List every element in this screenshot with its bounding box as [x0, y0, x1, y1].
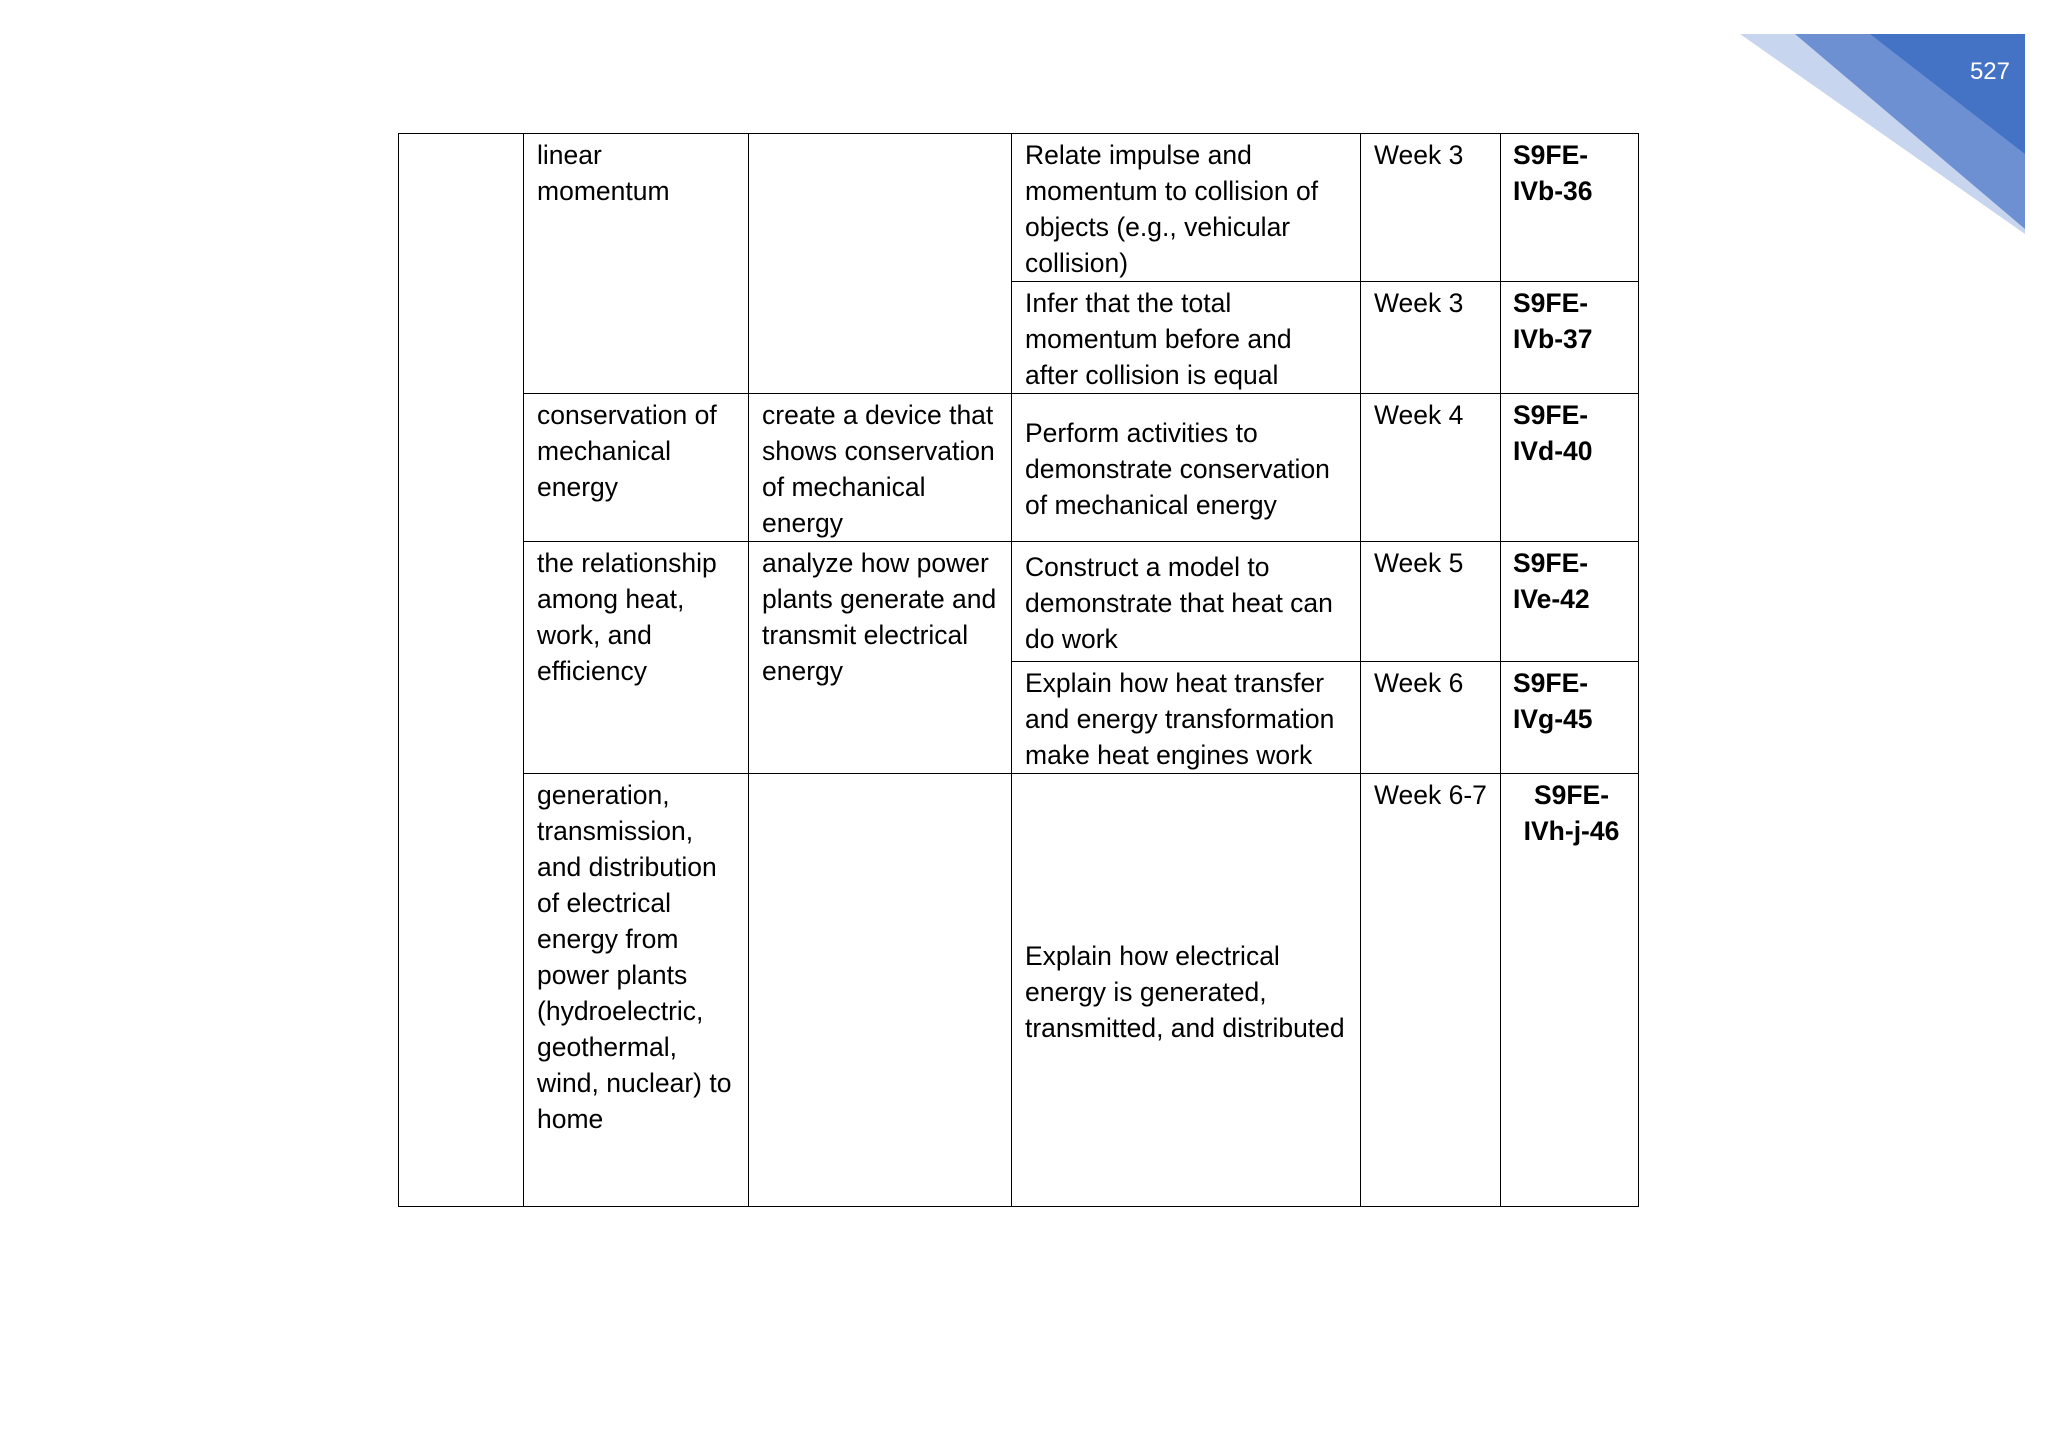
code-cell: S9FE-IVb-36 [1501, 134, 1639, 282]
table-row [399, 774, 1639, 1207]
curriculum-table [398, 133, 1639, 1207]
content-cell: generation, transmission, and distribution of electrical energy from power plants (hydroelectric, geothermal, wind, nuclear) to home [524, 774, 749, 1207]
content-cell: conservation of mechanical energy [524, 394, 749, 542]
table-row [399, 134, 1639, 282]
week-cell: Week 3 [1361, 282, 1501, 394]
code-cell: S9FE-IVe-42 [1501, 542, 1639, 662]
competency-cell: Explain how heat transfer and energy transformation make heat engines work [1012, 662, 1361, 774]
competency-cell: Perform activities to demonstrate conservation of mechanical energy [1012, 394, 1361, 542]
week-cell: Week 6-7 [1361, 774, 1501, 1207]
code-cell: S9FE-IVg-45 [1501, 662, 1639, 774]
performance-cell [749, 134, 1012, 394]
code-cell: S9FE-IVh-j-46 [1501, 774, 1639, 1207]
content-cell: the relationship among heat, work, and efficiency [524, 542, 749, 774]
week-cell: Week 4 [1361, 394, 1501, 542]
table-row [399, 394, 1639, 542]
performance-cell: create a device that shows conservation of mechanical energy [749, 394, 1012, 542]
performance-cell [749, 774, 1012, 1207]
performance-cell: analyze how power plants generate and transmit electrical energy [749, 542, 1012, 774]
code-cell: S9FE-IVd-40 [1501, 394, 1639, 542]
week-cell: Week 3 [1361, 134, 1501, 282]
competency-cell: Construct a model to demonstrate that heat can do work [1012, 542, 1361, 662]
competency-cell: Explain how electrical energy is generated, transmitted, and distributed [1012, 774, 1361, 1207]
competency-cell: Infer that the total momentum before and after collision is equal [1012, 282, 1361, 394]
week-cell: Week 6 [1361, 662, 1501, 774]
week-cell: Week 5 [1361, 542, 1501, 662]
table-row [399, 542, 1639, 662]
code-cell: S9FE-IVb-37 [1501, 282, 1639, 394]
page-number: 527 [1969, 58, 2010, 85]
grade-column-cell [399, 134, 524, 1207]
competency-cell: Relate impulse and momentum to collision of objects (e.g., vehicular collision) [1012, 134, 1361, 282]
content-cell: linear momentum [524, 134, 749, 394]
